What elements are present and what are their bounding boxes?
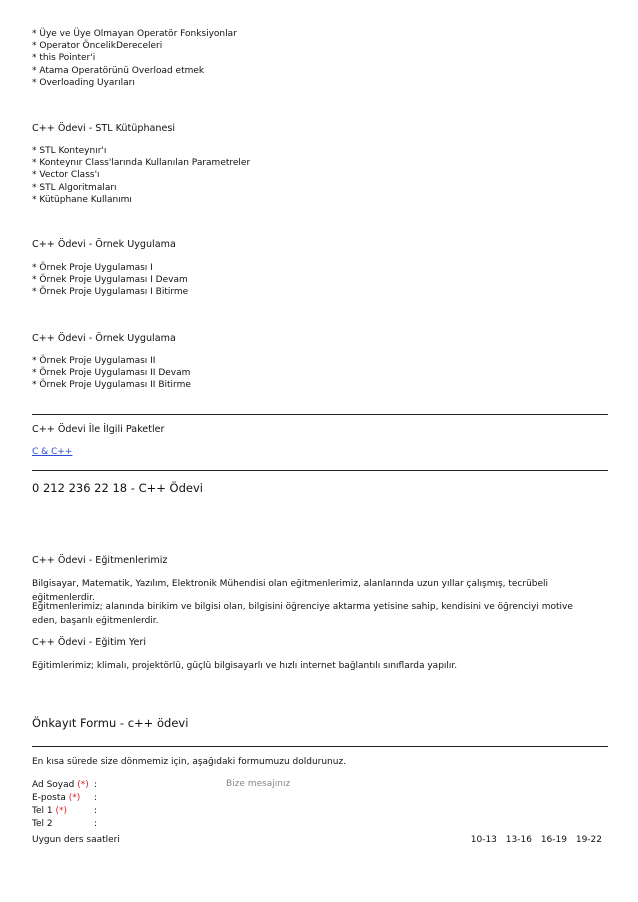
example-section-2-title: C++ Ödevi - Örnek Uygulama [32, 333, 176, 344]
list-item: * Üye ve Üye Olmayan Operatör Fonksiyonlar [32, 29, 237, 39]
list-item: * STL Algoritmaları [32, 182, 117, 193]
name-field-row[interactable] [32, 780, 98, 790]
list-item: * Kütüphane Kullanımı [32, 194, 132, 205]
list-item: * Örnek Proje Uygulaması I Bitirme [32, 287, 189, 298]
message-textarea[interactable]: Bize mesajınız [226, 779, 291, 789]
packages-title: C++ Ödevi İle İlgili Paketler [32, 424, 165, 435]
form-intro: En kısa sürede size dönmemiz için, aşağıdaki formumuzu doldurunuz. [32, 757, 347, 767]
phone-heading: 0 212 236 22 18 - C++ Ödevi [32, 481, 203, 495]
hour-slot-option[interactable]: 19-22 [575, 835, 602, 845]
hour-slot-option[interactable]: 10-13 [470, 835, 497, 845]
colon: : [94, 793, 98, 803]
list-item: * Atama Operatörünü Overload etmek [32, 65, 205, 76]
available-hours-row [32, 835, 602, 845]
list-item: * Örnek Proje Uygulaması I [32, 263, 153, 273]
hour-slots [465, 835, 602, 845]
venue-title: C++ Ödevi - Eğitim Yeri [32, 637, 147, 648]
list-item: * Örnek Proje Uygulaması II [32, 356, 156, 366]
example-section-title: C++ Ödevi - Örnek Uygulama [32, 239, 176, 250]
operator-topics-list [32, 28, 237, 89]
required-mark: (*) [68, 793, 81, 803]
preregistration-form-title: Önkayıt Formu - c++ ödevi [32, 716, 189, 730]
venue-paragraph: Eğitimlerimiz; klimalı, projektörlü, güçlü bilgisayarlı ve hızlı internet bağlantılı sınıflarda yapılır. [32, 661, 458, 671]
list-item: * Örnek Proje Uygulaması II Devam [32, 368, 191, 379]
example-topics-2-list [32, 355, 191, 392]
required-mark: (*) [55, 806, 67, 816]
hour-slot-option[interactable]: 13-16 [505, 835, 532, 845]
list-item: * Örnek Proje Uygulaması II Bitirme [32, 380, 191, 391]
email-label: E-posta [32, 793, 66, 803]
list-item: * Operator ÖncelikDereceleri [32, 41, 163, 52]
stl-topics-list [32, 145, 250, 206]
list-item: * Konteynır Class'larında Kullanılan Parametreler [32, 158, 251, 169]
example-topics-list [32, 262, 188, 299]
list-item: * Örnek Proje Uygulaması I Devam [32, 275, 188, 286]
tel1-field-row[interactable] [32, 806, 98, 816]
divider [32, 746, 608, 747]
hour-slot-option[interactable]: 16-19 [540, 835, 567, 845]
hours-label: Uygun ders saatleri [32, 835, 120, 845]
instructors-title: C++ Ödevi - Eğitmenlerimiz [32, 555, 168, 566]
instructors-paragraph-2: Eğitmenlerimiz; alanında birikim ve bilgisi olan, bilgisini öğrenciye aktarma yetisine sahip, kendisini ve öğrenciyi motive eden, başarılı eğitmenlerdir. [32, 602, 573, 626]
required-mark: (*) [77, 780, 89, 790]
tel2-label: Tel 2 [32, 819, 53, 829]
instructors-paragraph-1: Bilgisayar, Matematik, Yazılım, Elektronik Mühendisi olan eğitmenlerimiz, alanlarında uzun yıllar çalışmış, tecrübeli eğitmenlerdir. [32, 579, 549, 603]
email-field-row[interactable] [32, 793, 98, 803]
colon: : [94, 819, 98, 829]
stl-section-title: C++ Ödevi - STL Kütüphanesi [32, 123, 176, 134]
divider [32, 470, 608, 471]
list-item: * this Pointer'i [32, 53, 96, 64]
name-label: Ad Soyad [32, 780, 75, 790]
divider [32, 414, 608, 415]
list-item: * Vector Class'ı [32, 170, 100, 181]
c-cpp-package-link[interactable]: C & C++ [32, 447, 73, 457]
list-item: * Overloading Uyarıları [32, 77, 135, 88]
colon: : [94, 806, 98, 816]
tel2-field-row[interactable] [32, 819, 98, 829]
tel1-label: Tel 1 [32, 806, 53, 816]
colon: : [94, 780, 98, 790]
list-item: * STL Konteynır'ı [32, 146, 107, 156]
